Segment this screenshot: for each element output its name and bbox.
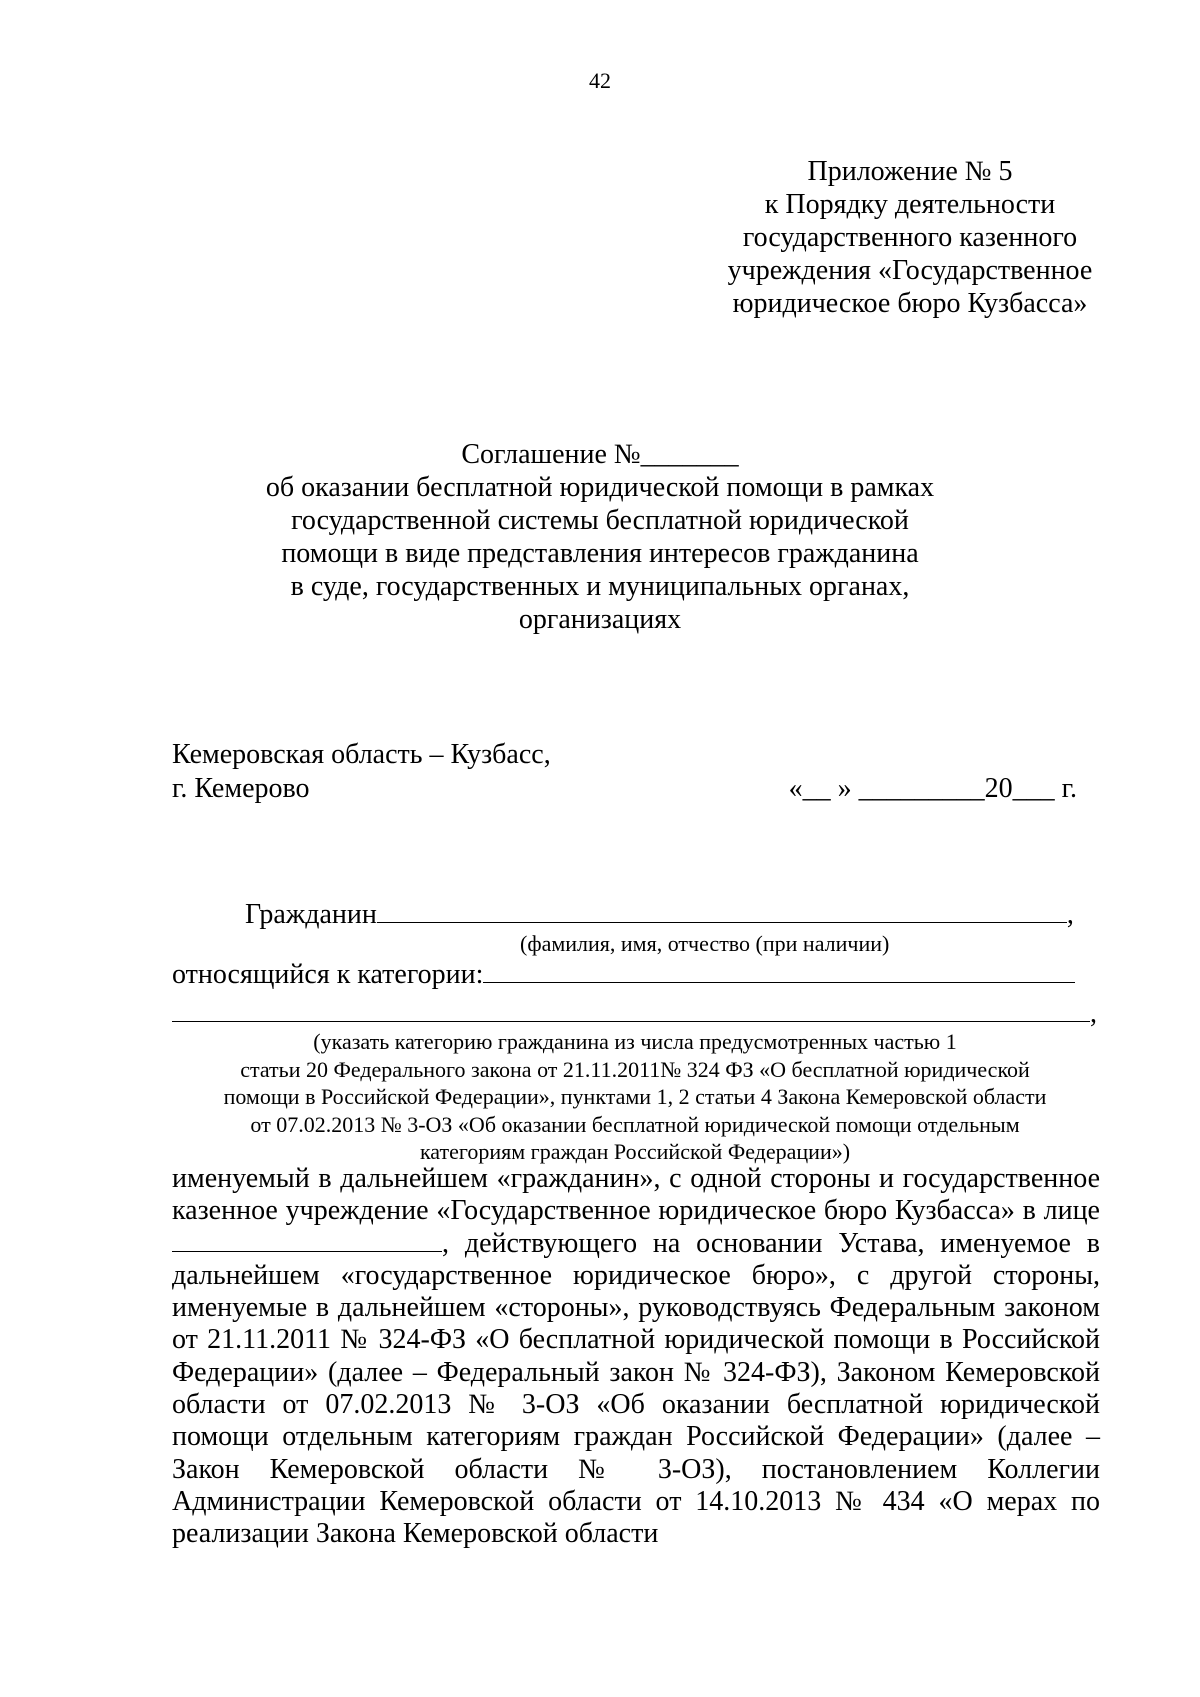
body-paragraph xyxy=(172,1163,1100,1551)
place-region: Кемеровская область – Кузбасс, xyxy=(172,739,551,770)
appendix-line: государственного казенного xyxy=(742,222,1078,253)
category-blank-2 xyxy=(172,1001,1090,1022)
citizen-hint: (фамилия, имя, отчество (при наличии) xyxy=(520,931,890,956)
title-line: организациях xyxy=(518,604,682,635)
citizen-label: Гражданин xyxy=(245,899,377,930)
category-hint-line: от 07.02.2013 № 3-ОЗ «Об оказании бесплатной юридической помощи отдельным xyxy=(250,1111,1020,1137)
category-line-continued xyxy=(172,998,1097,1030)
category-comma: , xyxy=(1090,998,1097,1029)
representative-blank xyxy=(172,1229,442,1252)
place-block xyxy=(172,738,551,806)
category-line xyxy=(172,958,1075,991)
page-number: 42 xyxy=(589,68,611,93)
category-label: относящийся к категории: xyxy=(172,959,484,990)
title-line: государственной системы бесплатной юридической xyxy=(291,505,909,536)
category-hint-line: помощи в Российской Федерации», пунктами 1, 2 статьи 4 Закона Кемеровской области xyxy=(223,1084,1047,1109)
body-text-part1: именуемый в дальнейшем «гражданин», с одной стороны и государственное казенное учреждение «Государственное юридическое бюро Кузбасса» в лице xyxy=(172,1163,1100,1227)
citizen-comma: , xyxy=(1066,899,1074,930)
category-blank xyxy=(483,958,1075,983)
title-line: об оказании бесплатной юридической помощи в рамках xyxy=(265,472,935,503)
body-text-part2: , действующего на основании Устава, именуемое в дальнейшем «государственное юридическое бюро», с другой стороны, именуемые в дальнейшем «стороны», руководствуясь Федеральным законом от 21.11.2011 № 324-ФЗ «О бесплатной юридической помощи в Российской Федерации» (далее – Федеральный закон № 324-ФЗ), Законом Кемеровской области от 07.02.2013 № 3-ОЗ «Об оказании бесплатной юридической помощи отдельным категориям граждан Российской Федерации» (далее – Закон Кемеровской области № 3-ОЗ), постановлением Коллегии Администрации Кемеровской области от 14.10.2013 № 434 «О мерах по реализации Закона Кемеровской области xyxy=(172,1227,1100,1550)
title-line: помощи в виде представления интересов гражданина xyxy=(281,538,919,569)
appendix-line: к Порядку деятельности xyxy=(764,189,1056,220)
agreement-title xyxy=(200,438,1000,636)
category-hint xyxy=(170,1028,1100,1166)
appendix-line: Приложение № 5 xyxy=(807,156,1013,187)
category-hint-line: (указать категорию гражданина из числа предусмотренных частью 1 xyxy=(313,1029,957,1054)
citizen-line xyxy=(245,898,1074,931)
category-hint-line: статьи 20 Федерального закона от 21.11.2011№ 324 ФЗ «О бесплатной юридической xyxy=(240,1056,1030,1082)
appendix-line: учреждения «Государственное xyxy=(727,255,1093,286)
appendix-block xyxy=(700,155,1120,320)
title-line: Соглашение №_______ xyxy=(461,439,739,470)
citizen-name-blank xyxy=(377,898,1067,923)
agreement-date: «__ » _________20___ г. xyxy=(788,773,1077,804)
category-hint-line: категориям граждан Российской Федерации») xyxy=(419,1139,851,1164)
title-line: в суде, государственных и муниципальных органах, xyxy=(290,571,910,602)
appendix-line: юридическое бюро Кузбасса» xyxy=(732,288,1088,319)
place-city: г. Кемерово xyxy=(172,773,310,804)
